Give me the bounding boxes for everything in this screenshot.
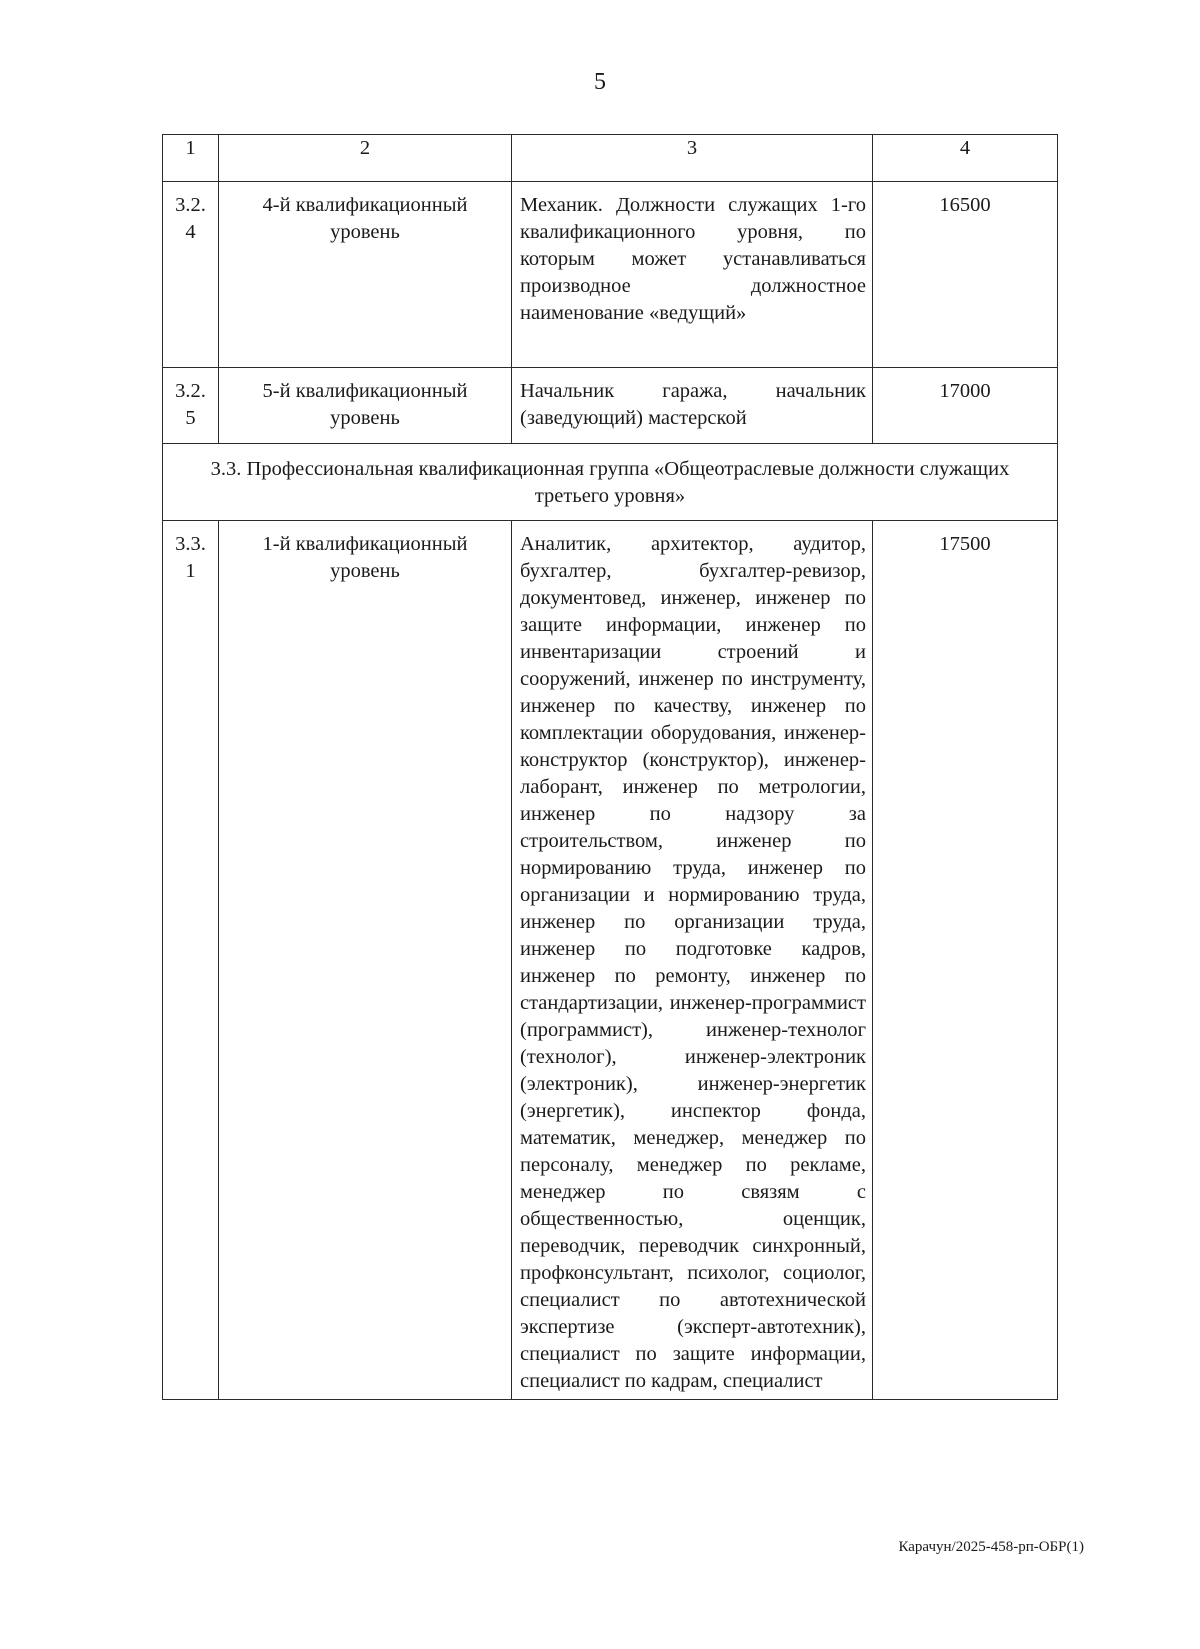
qualification-level: 1-й квалификационный уровень (219, 521, 512, 1400)
header-cell-4: 4 (873, 135, 1058, 182)
header-cell-3: 3 (512, 135, 873, 182)
salary-table (162, 134, 1058, 1400)
header-cell-1: 1 (163, 135, 219, 182)
row-number: 3.2. 5 (163, 368, 219, 444)
header-cell-2: 2 (219, 135, 512, 182)
qualification-level: 4-й квалификационный уровень (219, 182, 512, 368)
qualification-level: 5-й квалификационный уровень (219, 368, 512, 444)
table-row (163, 521, 1058, 1400)
salary-value: 17000 (873, 368, 1058, 444)
page-number: 5 (594, 69, 606, 95)
row-number: 3.2. 4 (163, 182, 219, 368)
table-header-row (163, 135, 1058, 182)
row-number: 3.3. 1 (163, 521, 219, 1400)
group-heading-row (163, 444, 1058, 521)
document-code: Карачун/2025-458-рп-ОБР(1) (898, 1539, 1084, 1555)
positions-list: Аналитик, архитектор, аудитор, бухгалтер, бухгалтер-ревизор, документовед, инженер, инженер по защите информации, инженер по инвентаризации строений и сооружений, инженер по инструменту, инженер по качеству, инженер по комплектации оборудования, инженер-конструктор (конструктор), инженер-лаборант, инженер по метрологии, инженер по надзору за строительством, инженер по нормированию труда, инженер по организации и нормированию труда, инженер по организации труда, инженер по подготовке кадров, инженер по ремонту, инженер по стандартизации, инженер-программист (программист), инженер-технолог (технолог), инженер-электроник (электроник), инженер-энергетик (энергетик), инспектор фонда, математик, менеджер, менеджер по персоналу, менеджер по рекламе, менеджер по связям с общественностью, оценщик, переводчик, переводчик синхронный, профконсультант, психолог, социолог, специалист по автотехнической экспертизе (эксперт-автотехник), специалист по защите информации, специалист по кадрам, специалист (512, 521, 873, 1400)
group-title: 3.3. Профессиональная квалификационная группа «Общеотраслевые должности служащих третьего уровня» (163, 444, 1058, 521)
salary-value: 17500 (873, 521, 1058, 1400)
table-row (163, 182, 1058, 368)
salary-value: 16500 (873, 182, 1058, 368)
table-row (163, 368, 1058, 444)
positions-list: Начальник гаража, начальник (заведующий) мастерской (512, 368, 873, 444)
positions-list: Механик. Должности служащих 1-го квалификационного уровня, по которым может устанавливаться производное должностное наименование «ведущий» (512, 182, 873, 368)
